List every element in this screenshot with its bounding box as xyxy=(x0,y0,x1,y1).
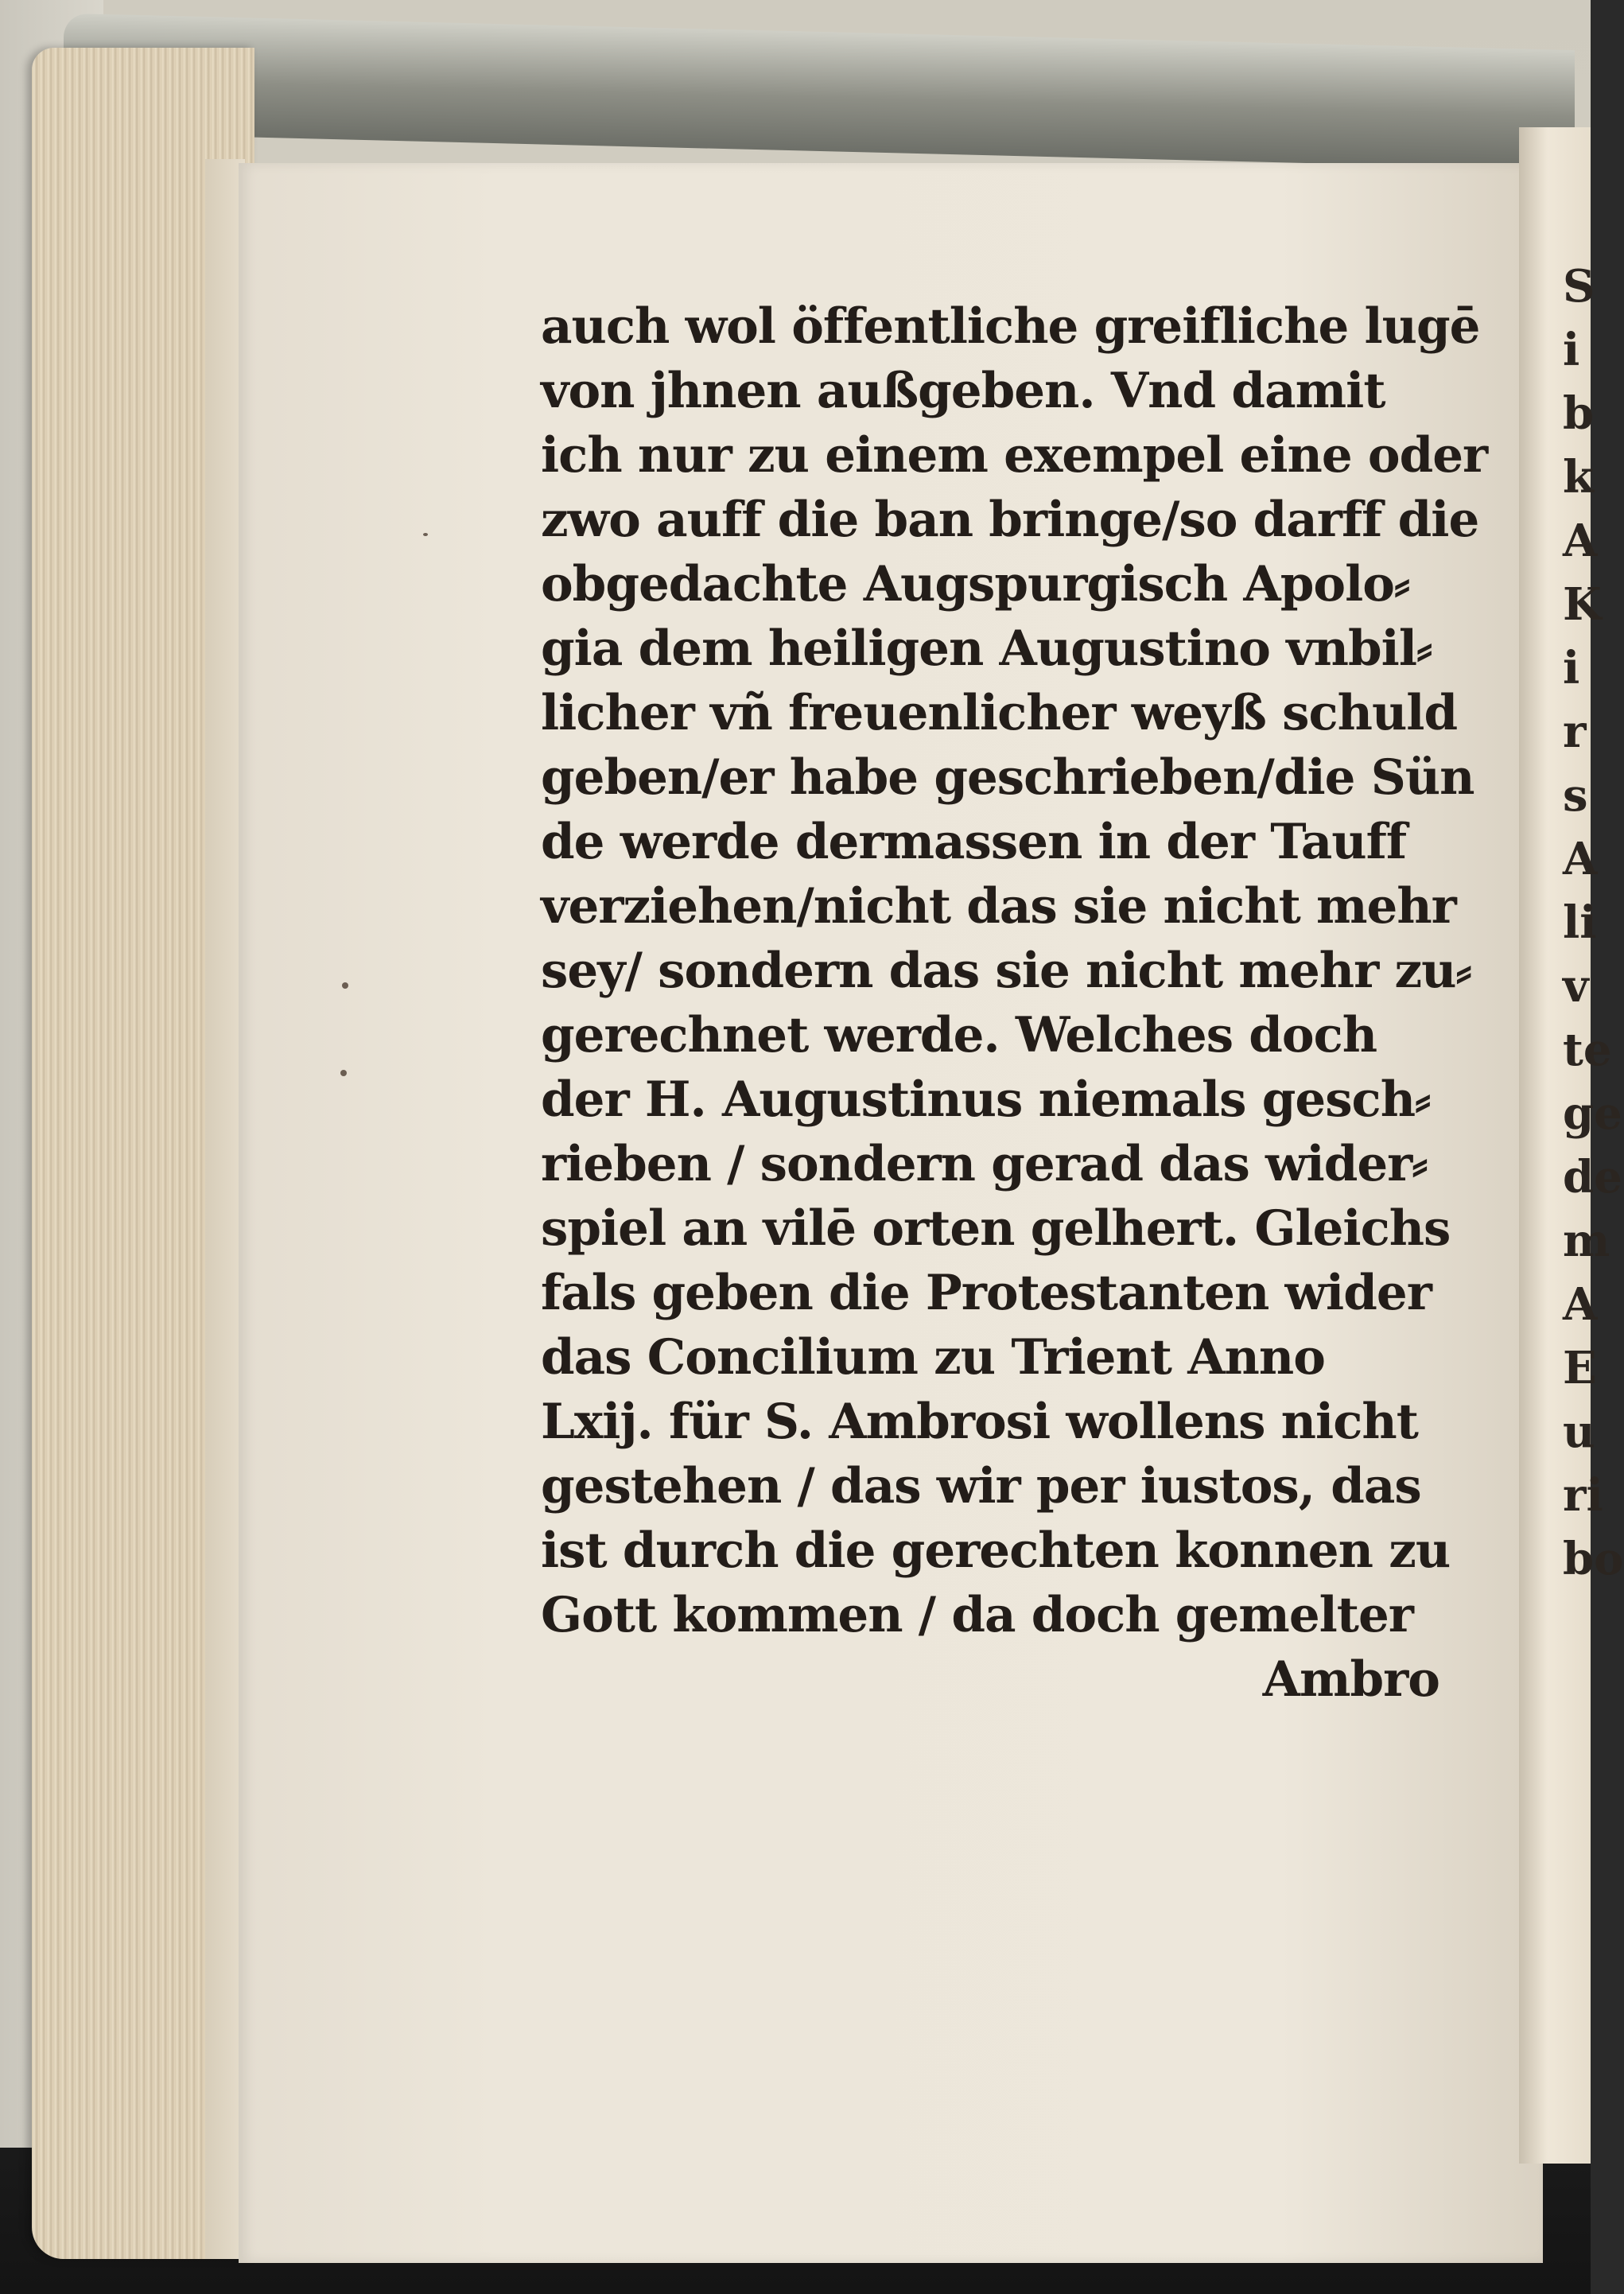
text-line: auch wol öffentliche greifliche lugē xyxy=(541,298,1480,355)
facing-fragment: b xyxy=(1563,387,1595,440)
facing-fragment: k xyxy=(1563,451,1594,504)
facing-fragment: li xyxy=(1563,896,1597,949)
facing-fragment: ge xyxy=(1563,1087,1622,1140)
text-line: Gott kommen / da doch gemelter xyxy=(541,1587,1413,1643)
text-line: das Concilium zu Trient Anno xyxy=(541,1329,1325,1386)
facing-fragment: te xyxy=(1563,1024,1612,1076)
text-line: der H. Augustinus niemals gesch⸗ xyxy=(541,1071,1431,1128)
text-line: ist durch die gerechten konnen zu xyxy=(541,1522,1451,1579)
ink-speck xyxy=(340,1070,347,1076)
facing-fragment: A xyxy=(1563,833,1598,885)
text-line: zwo auff die ban bringe/so darff die xyxy=(541,492,1479,548)
text-line: spiel an vilē orten gelhert. Gleichs xyxy=(541,1200,1451,1257)
text-line: verziehen/nicht das sie nicht mehr xyxy=(541,878,1456,935)
text-line: sey/ sondern das sie nicht mehr zu⸗ xyxy=(541,943,1471,999)
text-line: gerechnet werde. Welches doch xyxy=(541,1007,1377,1063)
text-line: gia dem heiligen Augustino vnbil⸗ xyxy=(541,620,1432,677)
catchword: Ambro xyxy=(1262,1651,1439,1708)
facing-fragment: A xyxy=(1563,1278,1598,1331)
facing-fragment: S xyxy=(1563,260,1595,313)
facing-fragment: K xyxy=(1563,578,1602,631)
text-line: ich nur zu einem exempel eine oder xyxy=(541,427,1488,484)
text-line: fals geben die Protestanten wider xyxy=(541,1265,1432,1321)
facing-fragment: r xyxy=(1563,706,1587,758)
page-text xyxy=(541,294,1488,1712)
ink-speck xyxy=(423,533,428,536)
text-line: de werde dermassen in der Tauff xyxy=(541,814,1407,870)
facing-fragment: v xyxy=(1563,960,1589,1013)
facing-fragment: A xyxy=(1563,515,1598,567)
facing-fragment: bo xyxy=(1563,1533,1624,1585)
text-line: geben/er habe geschrieben/die Sün xyxy=(541,749,1474,806)
facing-fragment: i xyxy=(1563,642,1580,694)
text-line: von jhnen außgeben. Vnd damit xyxy=(541,363,1385,419)
text-line: rieben / sondern gerad das wider⸗ xyxy=(541,1136,1428,1192)
facing-fragment: s xyxy=(1563,769,1588,822)
text-line: Lxij. für S. Ambrosi wollens nicht xyxy=(541,1394,1418,1450)
ink-speck xyxy=(342,982,348,989)
facing-fragment: ri xyxy=(1563,1469,1603,1522)
facing-page-text xyxy=(1563,255,1624,1591)
facing-fragment: i xyxy=(1563,324,1580,376)
facing-fragment: m xyxy=(1563,1215,1610,1267)
facing-fragment: de xyxy=(1563,1151,1622,1203)
text-line: obgedachte Augspurgisch Apolo⸗ xyxy=(541,556,1410,612)
text-line: gestehen / das wir per iustos, das xyxy=(541,1458,1421,1514)
text-line: licher vñ freuenlicher weyß schuld xyxy=(541,685,1458,741)
facing-fragment: E xyxy=(1563,1342,1597,1394)
facing-fragment: u xyxy=(1563,1406,1595,1458)
